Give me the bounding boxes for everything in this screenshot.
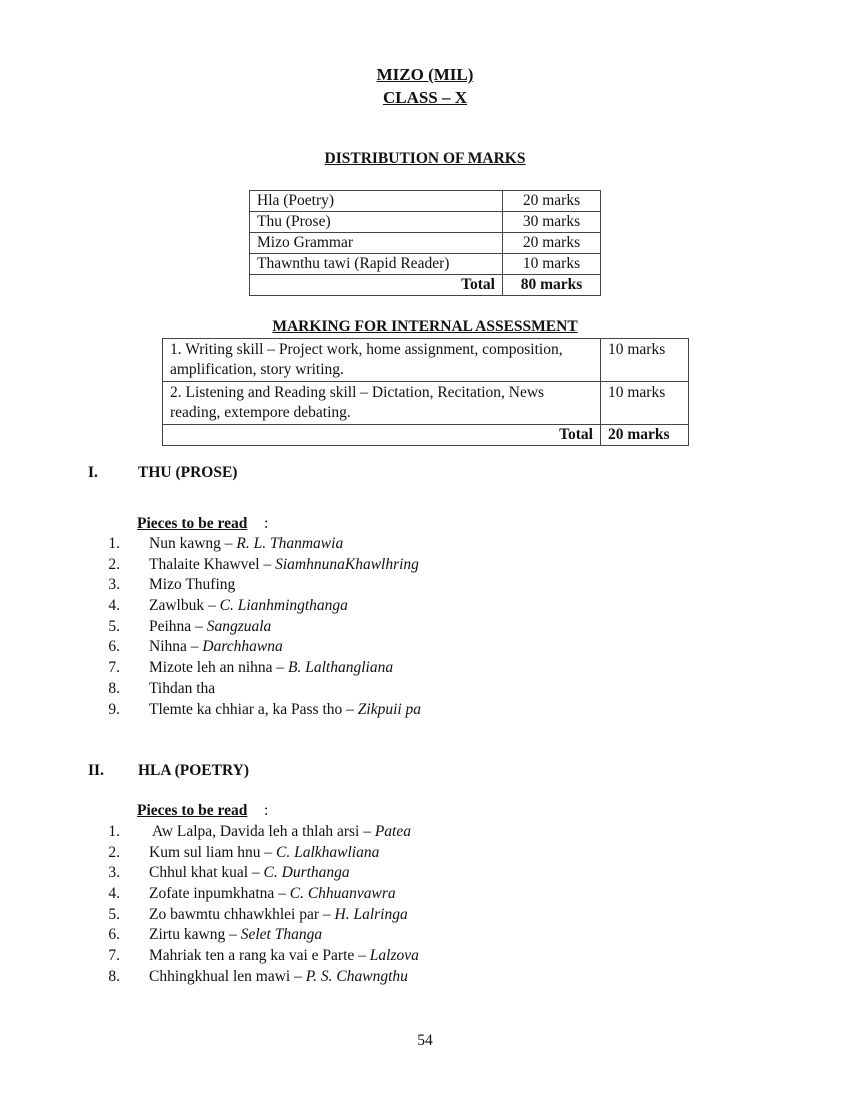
internal-assessment-row [163,382,689,425]
item-title: Zofate inpumkhatna – [149,885,290,903]
item-title: Chhingkhual len mawi – [149,967,306,985]
item-number: 3. [108,864,120,882]
poetry-pieces-label: Pieces to be read [137,802,248,819]
distribution-component: Thu (Prose) [250,212,503,233]
distribution-row [250,254,601,275]
item-title: Kum sul liam hnu – [149,843,277,861]
internal-assessment-total-row [163,425,689,446]
prose-pieces-label: Pieces to be read [137,515,248,532]
item-number: 5. [108,905,120,923]
distribution-table [249,190,601,296]
distribution-total-marks: 80 marks [503,275,601,296]
internal-assessment-total-marks: 20 marks [601,425,689,446]
page-number: 54 [417,1032,433,1049]
item-number: 6. [108,638,120,656]
distribution-total-label: Total [250,275,503,296]
prose-list-item [0,555,850,576]
internal-assessment-table [162,338,689,446]
item-entry [149,637,283,658]
poetry-list-item [0,946,850,967]
item-number: 8. [108,967,120,985]
item-entry [149,617,271,638]
item-entry [149,843,379,864]
item-number: 6. [108,926,120,944]
item-number: 3. [108,576,120,594]
item-title: Tlemte ka chhiar a, ka Pass tho – [149,700,358,718]
item-entry [149,700,421,721]
item-entry [149,884,396,905]
item-title: Zirtu kawng – [149,926,241,944]
item-entry [149,946,419,967]
distribution-marks: 10 marks [503,254,601,275]
distribution-component: Thawnthu tawi (Rapid Reader) [250,254,503,275]
item-title: Tihdan tha [149,679,216,697]
item-title: Zawlbuk – [149,597,220,615]
poetry-list-item [0,822,850,843]
item-number: 4. [108,597,120,615]
prose-list-item [0,617,850,638]
distribution-component: Mizo Grammar [250,233,503,254]
item-title: Chhul khat kual – [149,864,264,882]
internal-assessment-marks: 10 marks [601,339,689,382]
poetry-list-item [0,905,850,926]
poetry-section-number: II. [88,762,104,779]
distribution-row [250,233,601,254]
item-author: P. S. Chawngthu [305,967,408,985]
internal-assessment-total-label: Total [163,425,601,446]
item-number: 2. [108,555,120,573]
item-title: Nihna – [149,638,203,656]
item-author: B. Lalthangliana [288,659,394,677]
internal-assessment-heading: MARKING FOR INTERNAL ASSESSMENT [272,318,578,335]
item-number: 7. [108,947,120,965]
distribution-row [250,212,601,233]
prose-section-number: I. [88,464,98,481]
poetry-list-item [0,843,850,864]
prose-section-title: THU (PROSE) [138,464,238,481]
item-author: C. Lalkhawliana [276,843,380,861]
item-author: C. Chhuanvawra [289,885,396,903]
prose-pieces-colon: : [264,515,269,532]
poetry-list-item [0,925,850,946]
item-author: SiamhnunaKhawlhring [275,555,419,573]
item-number: 4. [108,885,120,903]
prose-list-item [0,679,850,700]
item-number: 2. [108,843,120,861]
prose-list-item [0,700,850,721]
poetry-list-item [0,967,850,988]
prose-list-item [0,575,850,596]
poetry-pieces-colon: : [264,802,269,819]
item-title: Nun kawng – [149,535,237,552]
item-author: Selet Thanga [240,926,323,944]
distribution-marks: 20 marks [503,233,601,254]
item-author: R. L. Thanmawia [236,535,344,552]
item-author: C. Durthanga [263,864,350,882]
item-title: Mizote leh an nihna – [149,659,289,677]
prose-list [0,534,850,720]
item-title: Zo bawmtu chhawkhlei par – [149,905,335,923]
item-author: C. Lianhmingthanga [219,597,348,615]
distribution-row [250,191,601,212]
item-number: 8. [108,679,120,697]
item-title: Aw Lalpa, Davida leh a thlah arsi – [149,823,375,840]
distribution-total-row [250,275,601,296]
internal-assessment-skill: 1. Writing skill – Project work, home assignment, composition, amplification, story writing. [163,339,601,382]
item-author: H. Lalringa [334,905,408,923]
item-author: Darchhawna [202,638,283,656]
poetry-list-item [0,863,850,884]
poetry-list-item [0,884,850,905]
item-entry [149,575,235,596]
poetry-list [0,822,850,988]
item-number: 5. [108,617,120,635]
item-title: Mahriak ten a rang ka vai e Parte – [149,947,370,965]
item-number: 1. [108,535,120,552]
item-entry [149,679,215,700]
distribution-heading: DISTRIBUTION OF MARKS [324,150,526,167]
item-number: 7. [108,659,120,677]
item-entry [149,905,408,926]
item-entry [149,925,322,946]
poetry-section-title: HLA (POETRY) [138,762,249,779]
item-author: Patea [374,823,411,840]
distribution-marks: 20 marks [503,191,601,212]
item-entry [149,534,343,555]
item-entry [149,658,393,679]
distribution-marks: 30 marks [503,212,601,233]
item-entry [149,967,408,988]
document-title: MIZO (MIL) [376,65,474,84]
item-author: Sangzuala [206,617,272,635]
internal-assessment-marks: 10 marks [601,382,689,425]
item-entry [149,863,350,884]
item-entry [149,596,348,617]
item-title: Peihna – [149,617,207,635]
item-entry [149,822,411,843]
internal-assessment-row [163,339,689,382]
prose-list-item [0,596,850,617]
prose-list-item [0,637,850,658]
item-title: Thalaite Khawvel – [149,555,276,573]
item-entry [149,555,419,576]
item-author: Zikpuii pa [357,700,422,718]
internal-assessment-skill: 2. Listening and Reading skill – Dictation, Recitation, News reading, extempore debating. [163,382,601,425]
item-title: Mizo Thufing [149,576,236,594]
prose-list-item [0,534,850,555]
item-number: 1. [108,823,120,840]
prose-list-item [0,658,850,679]
distribution-component: Hla (Poetry) [250,191,503,212]
item-author: Lalzova [369,947,419,965]
document-subtitle: CLASS – X [382,88,468,107]
item-number: 9. [108,700,120,718]
